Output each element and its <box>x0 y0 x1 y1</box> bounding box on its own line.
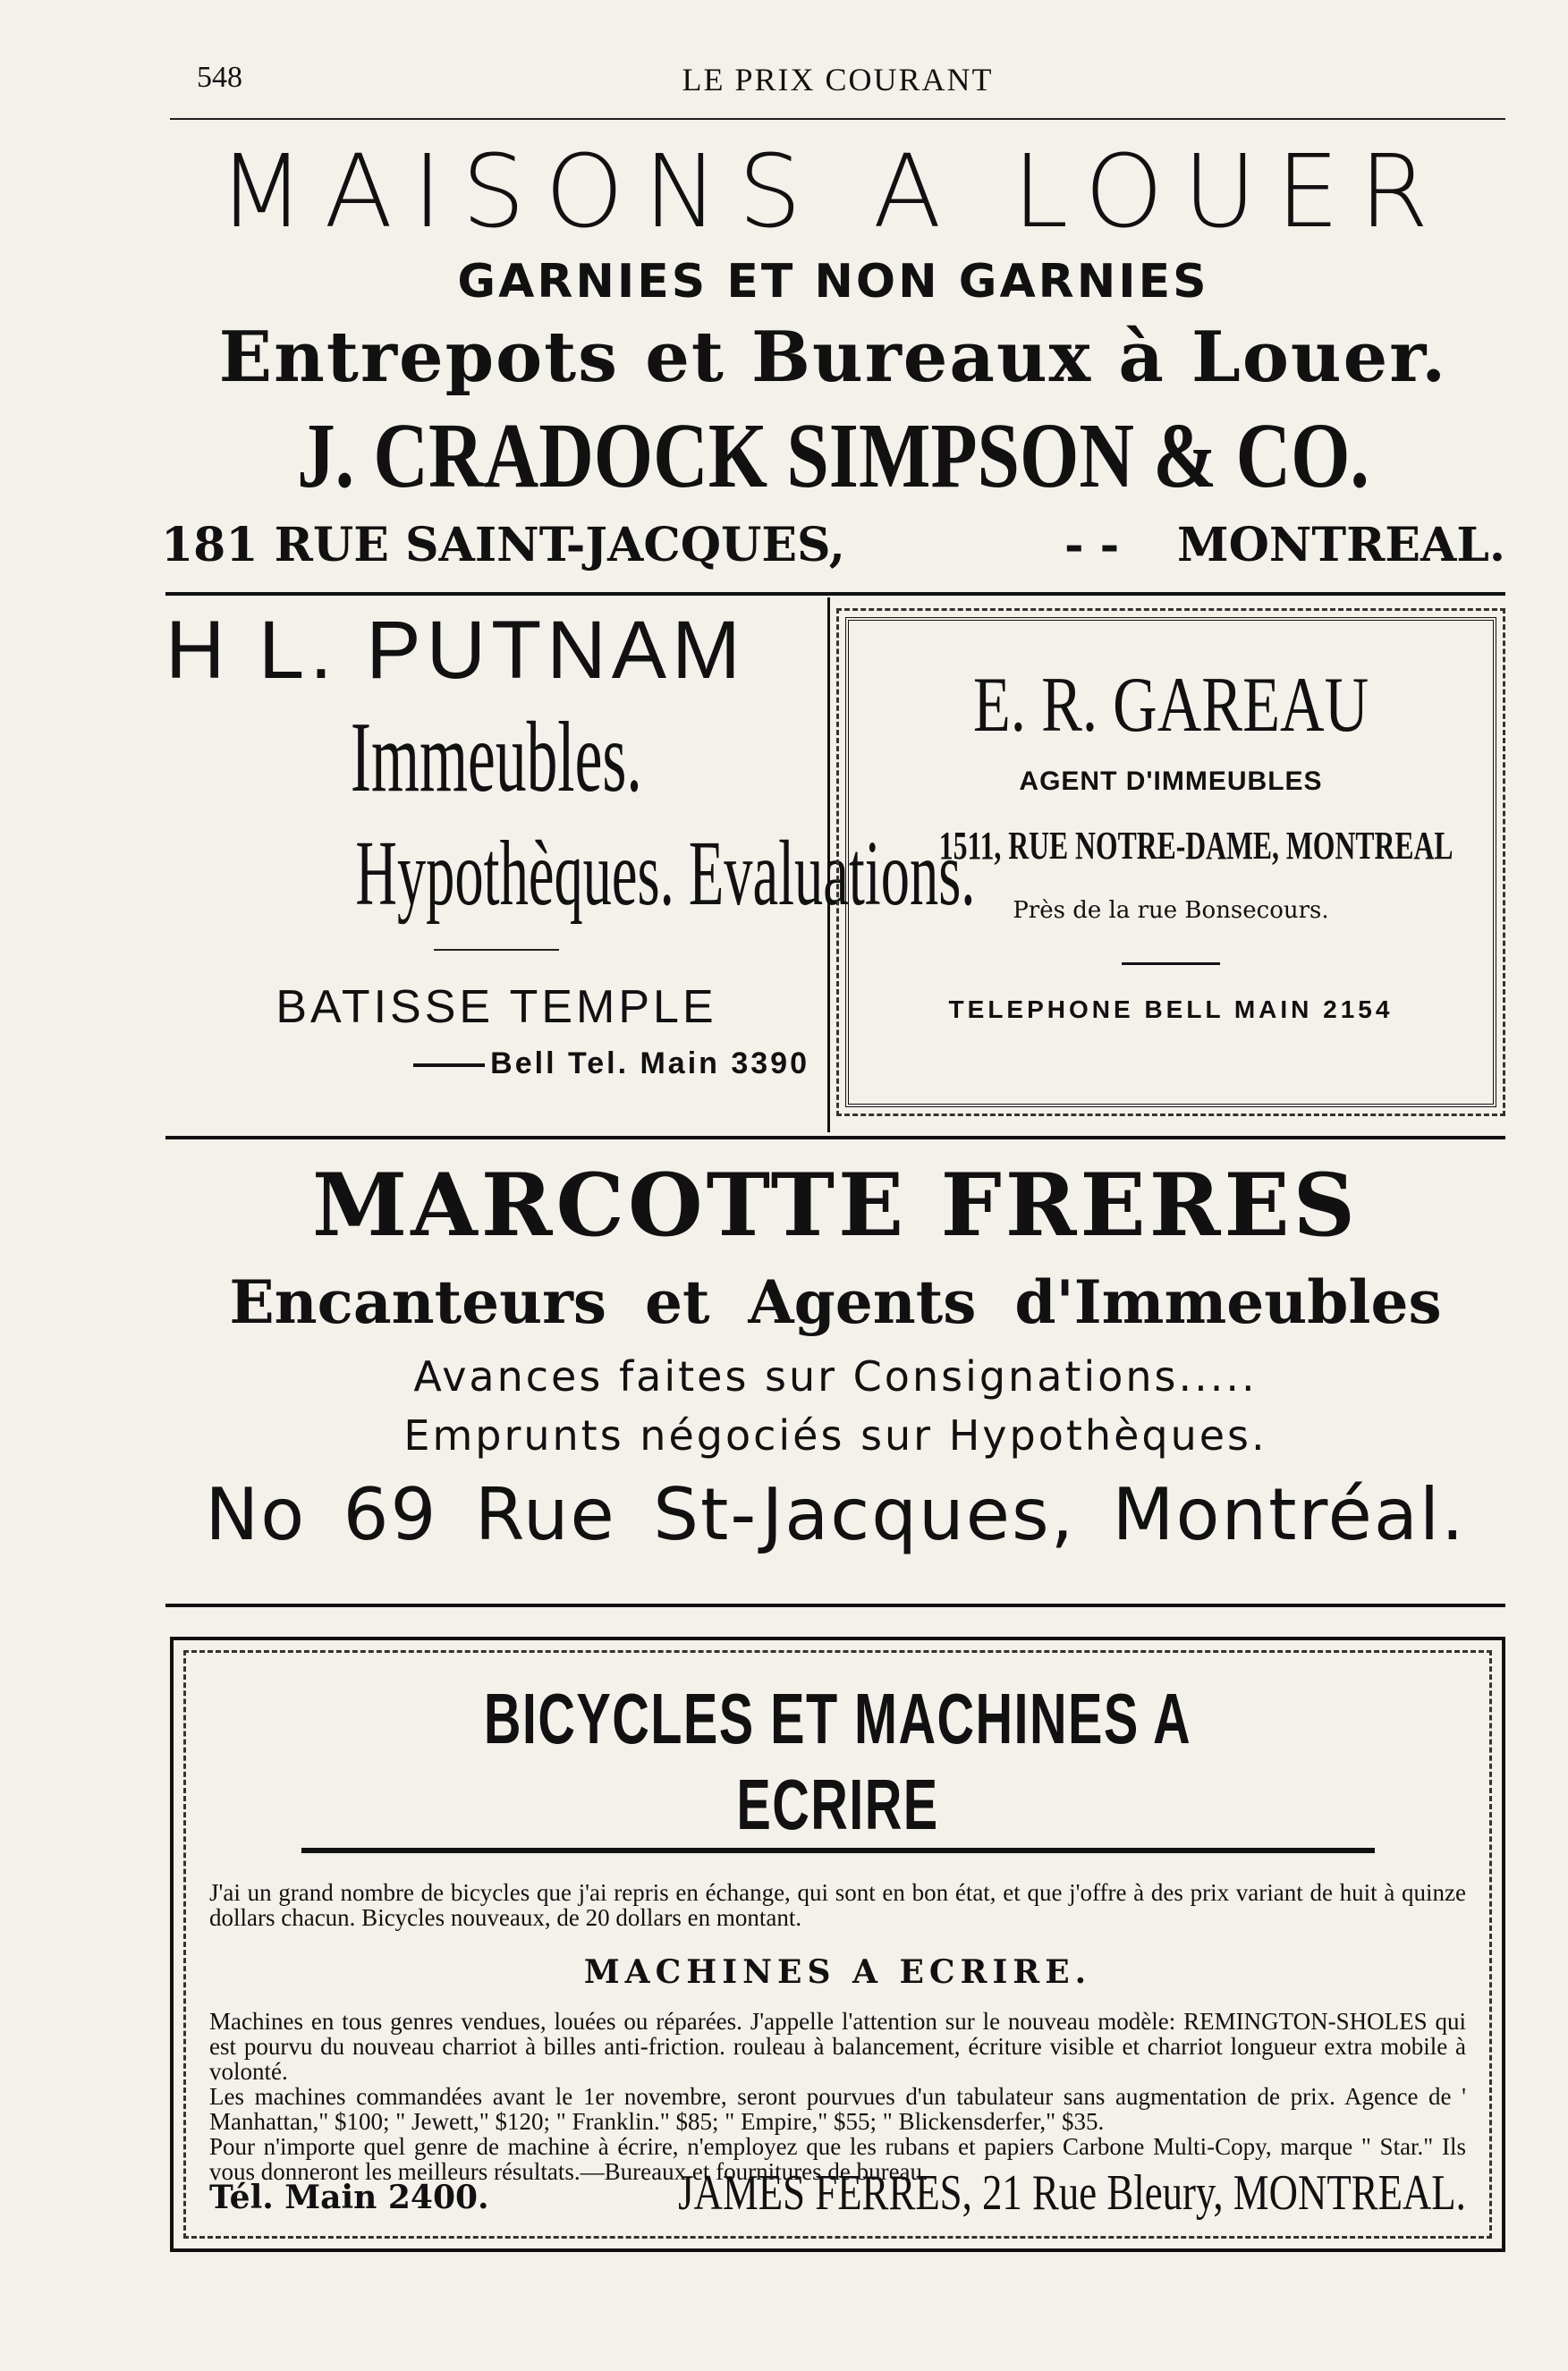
divider-3 <box>165 1604 1505 1607</box>
header-rule <box>170 118 1505 120</box>
ad-marcotte-address: No 69 Rue St-Jacques, Montréal. <box>205 1473 1466 1556</box>
ad-ferres-phone: Tél. Main 2400. <box>209 2179 489 2216</box>
ad-marcotte-title: MARCOTTE FRERES <box>312 1155 1359 1256</box>
ad-marcotte <box>165 1154 1505 1565</box>
ad-gareau-rule <box>1122 962 1220 965</box>
ad-simpson-company: J. CRADOCK SIMPSON & CO. <box>297 404 1369 507</box>
ad-putnam-line3: Hypothèques. Evaluations. <box>355 822 976 925</box>
ad-marcotte-line3: Avances faites sur Consignations..... <box>413 1352 1258 1401</box>
ad-putnam-phone: Bell Tel. Main 3390 <box>490 1046 809 1080</box>
divider-1 <box>165 592 1505 596</box>
ad-ferres-title-rule <box>301 1848 1375 1853</box>
ad-putnam-phone-row <box>165 1038 827 1088</box>
page-header <box>170 55 1505 109</box>
ad-gareau-name: E. R. GAREAU <box>972 662 1369 749</box>
ad-ferres-inner <box>209 1676 1466 2222</box>
ad-gareau-role: AGENT D'IMMEUBLES <box>1019 766 1323 796</box>
ad-ferres-signature: JAMES FERRES, 21 Rue Bleury, MONTREAL. <box>678 2165 1466 2221</box>
ad-putnam <box>165 601 976 1129</box>
ad-simpson <box>161 134 1505 581</box>
ad-putnam-rule <box>434 949 559 951</box>
ad-ferres-footer <box>209 2159 1466 2222</box>
ad-simpson-title: MAISONS A LOUER <box>217 134 1449 250</box>
ad-putnam-line2: Immeubles. <box>351 702 642 813</box>
ad-putnam-building: BATISSE TEMPLE <box>275 981 717 1033</box>
divider-2 <box>165 1136 1505 1139</box>
ad-ferres-title: BICYCLES ET MACHINES A ECRIRE <box>483 1679 1192 1844</box>
ad-simpson-subtitle: GARNIES ET NON GARNIES <box>457 255 1209 309</box>
publication-title: LE PRIX COURANT <box>682 62 994 97</box>
ad-ferres <box>170 1637 1505 2252</box>
ad-marcotte-line4: Emprunts négociés sur Hypothèques. <box>403 1411 1267 1460</box>
ad-simpson-address <box>161 510 1505 581</box>
ad-gareau-phone: TELEPHONE BELL MAIN 2154 <box>948 995 1394 1023</box>
ad-gareau-address: 1511, RUE NOTRE-DAME, MONTREAL <box>938 824 1454 868</box>
ad-ferres-para1: J'ai un grand nombre de bicycles que j'ai repris en échange, qui sont en bon état, et que j'offre à des prix variant de huit à quinze dollars chacun. Bicycles nouveaux, de 20 dollars en montant. <box>209 1879 1466 1931</box>
ad-gareau-near: Près de la rue Bonsecours. <box>1013 897 1329 924</box>
ad-putnam-dash <box>413 1063 485 1067</box>
ad-ferres-para2: Machines en tous genres vendues, louées ou réparées. J'appelle l'attention sur le nouveau modèle: REMINGTON-SHOLES qui est pourvu du nouveau charriot à billes anti-friction. rouleau à balancement, écriture visible et charriot longueur extra mobile à volonté. <box>209 2008 1466 2085</box>
ad-simpson-city: MONTREAL. <box>1177 518 1505 572</box>
ad-ferres-para4: Pour n'importe quel genre de machine à écrire, n'employez que les rubans et papiers Carbone Multi-Copy, marque " Star." Ils vous donneront les meilleurs résultats.—Bureaux et fournitures de bureau. <box>209 2133 1466 2185</box>
ad-marcotte-subtitle: Encanteurs et Agents d'Immeubles <box>229 1267 1442 1337</box>
ad-gareau <box>845 617 1496 1107</box>
ad-putnam-name: H L. PUTNAM <box>165 605 746 696</box>
page-number: 548 <box>197 61 242 94</box>
ad-simpson-line3: Entrepots et Bureaux à Louer. <box>218 317 1448 398</box>
ad-ferres-subheading: MACHINES A ECRIRE. <box>583 1953 1092 1991</box>
ad-simpson-street: 181 RUE SAINT-JACQUES, <box>161 518 845 572</box>
ad-simpson-separator: - - <box>1064 518 1120 572</box>
column-divider <box>827 597 830 1132</box>
ad-ferres-para3: Les machines commandées avant le 1er novembre, seront pourvues d'un tabulateur sans augmentation de prix. Agence de ' Manhattan," $100; " Jewett," $120; " Franklin." $85; " Empire," $55; " Blickensderfer," $35. <box>209 2083 1466 2135</box>
